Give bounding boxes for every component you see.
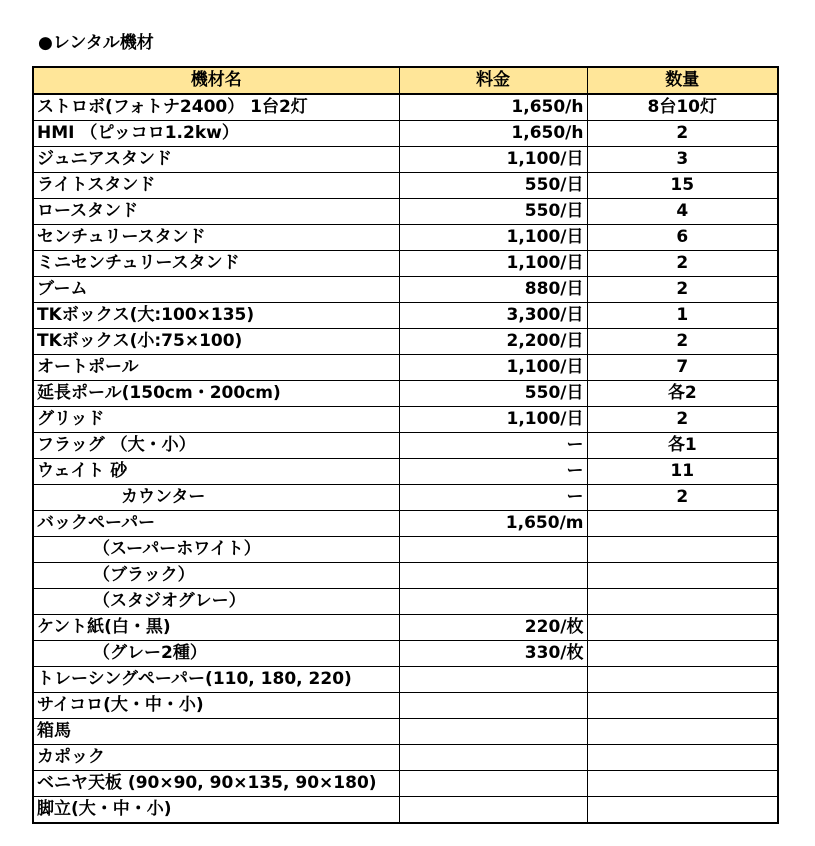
cell-quantity: 2: [587, 329, 778, 355]
cell-equipment-name: （スーパーホワイト）: [33, 537, 399, 563]
cell-equipment-name: ブーム: [33, 277, 399, 303]
cell-price: 1,100/日: [399, 147, 587, 173]
cell-equipment-name: ライトスタンド: [33, 173, 399, 199]
table-row: [33, 355, 778, 381]
cell-quantity: [587, 511, 778, 537]
cell-equipment-name: HMI （ピッコロ1.2kw）: [33, 121, 399, 147]
cell-price: 1,100/日: [399, 251, 587, 277]
cell-price: 330/枚: [399, 641, 587, 667]
cell-quantity: 2: [587, 485, 778, 511]
table-row: [33, 147, 778, 173]
cell-equipment-name: ベニヤ天板 (90×90, 90×135, 90×180): [33, 771, 399, 797]
table-row: [33, 94, 778, 121]
cell-quantity: 7: [587, 355, 778, 381]
cell-quantity: [587, 615, 778, 641]
cell-quantity: [587, 719, 778, 745]
page-title: ●レンタル機材: [38, 33, 154, 53]
cell-price: 220/枚: [399, 615, 587, 641]
cell-price: [399, 771, 587, 797]
cell-price: 550/日: [399, 173, 587, 199]
cell-price: 1,650/m: [399, 511, 587, 537]
cell-equipment-name: バックペーパー: [33, 511, 399, 537]
cell-price: [399, 667, 587, 693]
cell-price: 1,650/h: [399, 94, 587, 121]
cell-price: 550/日: [399, 381, 587, 407]
table-row: [33, 199, 778, 225]
cell-quantity: 各2: [587, 381, 778, 407]
table-row: [33, 797, 778, 824]
cell-equipment-name: 箱馬: [33, 719, 399, 745]
cell-quantity: 6: [587, 225, 778, 251]
cell-quantity: 2: [587, 277, 778, 303]
cell-equipment-name: ジュニアスタンド: [33, 147, 399, 173]
cell-equipment-name: 脚立(大・中・小): [33, 797, 399, 824]
cell-quantity: 4: [587, 199, 778, 225]
cell-quantity: 2: [587, 121, 778, 147]
cell-quantity: [587, 537, 778, 563]
cell-price: ー: [399, 485, 587, 511]
cell-price: 2,200/日: [399, 329, 587, 355]
cell-quantity: [587, 589, 778, 615]
table-row: [33, 615, 778, 641]
cell-equipment-name: オートポール: [33, 355, 399, 381]
cell-price: ー: [399, 433, 587, 459]
header-equipment-name: 機材名: [33, 67, 399, 94]
cell-quantity: 2: [587, 251, 778, 277]
cell-quantity: [587, 797, 778, 824]
table-body: [33, 94, 778, 823]
cell-equipment-name: ウェイト 砂: [33, 459, 399, 485]
cell-price: ー: [399, 459, 587, 485]
table-row: [33, 485, 778, 511]
cell-price: [399, 719, 587, 745]
table-row: [33, 537, 778, 563]
cell-price: 1,100/日: [399, 407, 587, 433]
table-row: [33, 381, 778, 407]
cell-equipment-name: グリッド: [33, 407, 399, 433]
header-row: [33, 67, 778, 94]
table-row: [33, 407, 778, 433]
cell-quantity: [587, 745, 778, 771]
cell-price: 1,100/日: [399, 355, 587, 381]
table-row: [33, 693, 778, 719]
table-row: [33, 303, 778, 329]
rental-equipment-table: [32, 66, 779, 824]
cell-equipment-name: センチュリースタンド: [33, 225, 399, 251]
table-row: [33, 719, 778, 745]
cell-equipment-name: カポック: [33, 745, 399, 771]
cell-equipment-name: TKボックス(小:75×100): [33, 329, 399, 355]
cell-quantity: 1: [587, 303, 778, 329]
cell-quantity: 11: [587, 459, 778, 485]
cell-equipment-name: （グレー2種）: [33, 641, 399, 667]
table-row: [33, 251, 778, 277]
cell-price: 1,650/h: [399, 121, 587, 147]
cell-price: [399, 563, 587, 589]
cell-price: [399, 745, 587, 771]
cell-quantity: 3: [587, 147, 778, 173]
header-quantity: 数量: [587, 67, 778, 94]
table-row: [33, 433, 778, 459]
cell-price: 1,100/日: [399, 225, 587, 251]
cell-quantity: [587, 641, 778, 667]
table-row: [33, 173, 778, 199]
cell-equipment-name: サイコロ(大・中・小): [33, 693, 399, 719]
cell-quantity: [587, 667, 778, 693]
cell-price: [399, 797, 587, 824]
cell-quantity: [587, 693, 778, 719]
cell-equipment-name: ストロボ(フォトナ2400） 1台2灯: [33, 94, 399, 121]
table-row: [33, 277, 778, 303]
cell-equipment-name: TKボックス(大:100×135): [33, 303, 399, 329]
cell-price: [399, 693, 587, 719]
cell-equipment-name: カウンター: [33, 485, 399, 511]
table-row: [33, 745, 778, 771]
table-row: [33, 329, 778, 355]
cell-equipment-name: ミニセンチュリースタンド: [33, 251, 399, 277]
table-row: [33, 511, 778, 537]
cell-quantity: 2: [587, 407, 778, 433]
cell-equipment-name: ロースタンド: [33, 199, 399, 225]
cell-quantity: 15: [587, 173, 778, 199]
cell-price: 3,300/日: [399, 303, 587, 329]
cell-price: [399, 589, 587, 615]
table-header: [33, 67, 778, 94]
header-price: 料金: [399, 67, 587, 94]
table-row: [33, 667, 778, 693]
cell-price: 550/日: [399, 199, 587, 225]
cell-equipment-name: 延長ポール(150cm・200cm): [33, 381, 399, 407]
cell-quantity: [587, 563, 778, 589]
cell-equipment-name: ケント紙(白・黒): [33, 615, 399, 641]
table-row: [33, 121, 778, 147]
table-row: [33, 459, 778, 485]
cell-quantity: 各1: [587, 433, 778, 459]
table-row: [33, 563, 778, 589]
table-row: [33, 771, 778, 797]
table-row: [33, 589, 778, 615]
table-row: [33, 641, 778, 667]
cell-price: [399, 537, 587, 563]
cell-equipment-name: （スタジオグレー）: [33, 589, 399, 615]
table-row: [33, 225, 778, 251]
cell-equipment-name: （ブラック）: [33, 563, 399, 589]
cell-equipment-name: フラッグ （大・小）: [33, 433, 399, 459]
cell-price: 880/日: [399, 277, 587, 303]
cell-quantity: [587, 771, 778, 797]
cell-quantity: 8台10灯: [587, 94, 778, 121]
cell-equipment-name: トレーシングペーパー(110, 180, 220): [33, 667, 399, 693]
